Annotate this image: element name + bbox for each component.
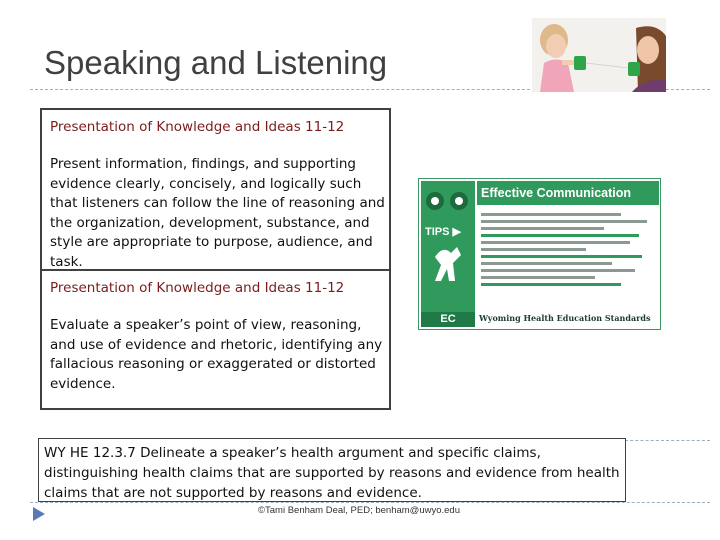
bottom-divider xyxy=(30,502,710,503)
slide-title: Speaking and Listening xyxy=(44,44,388,81)
box-heading: Presentation of Knowledge and Ideas 11-12 xyxy=(50,119,345,135)
slide-bullet-arrow-icon xyxy=(33,507,45,521)
wy-health-standard-box: WY HE 12.3.7 Delineate a speaker’s health argument and specific claims, distinguishing health claims that are supported by reasons and evidence from health claims that are not supported by reasons and evidence. xyxy=(38,438,626,502)
poster-footer: Wyoming Health Education Standards xyxy=(479,313,651,323)
children-tin-can-phone-photo xyxy=(532,18,666,92)
effective-communication-poster xyxy=(418,178,661,330)
figure-icons xyxy=(421,181,475,311)
standard-box-present-information xyxy=(40,108,391,271)
box-body-text: Present information, findings, and supporting evidence clearly, concisely, and logically such that listeners can follow the line of reasoning and the organization, development, substance, and style are appropriate to purpose, audience, and task. xyxy=(50,156,385,270)
poster-banner: Effective Communication xyxy=(477,181,659,205)
poster-sidebar xyxy=(421,181,475,327)
box-body-text: Evaluate a speaker’s point of view, reasoning, and use of evidence and rhetoric, identifying any fallacious reasoning or exaggerated or distorted evidence. xyxy=(50,317,383,392)
divider-right xyxy=(620,440,710,441)
title-divider xyxy=(30,89,550,90)
standard-box-evaluate-speaker xyxy=(40,269,391,410)
footer-credit: ©Tami Benham Deal, PED; benham@uwyo.edu xyxy=(258,505,460,516)
box-heading: Presentation of Knowledge and Ideas 11-12 xyxy=(50,280,345,296)
poster-ec-label: EC xyxy=(421,312,475,327)
poster-text-lines xyxy=(481,209,656,290)
poster-tips-label: TIPS ▶ xyxy=(425,226,461,238)
